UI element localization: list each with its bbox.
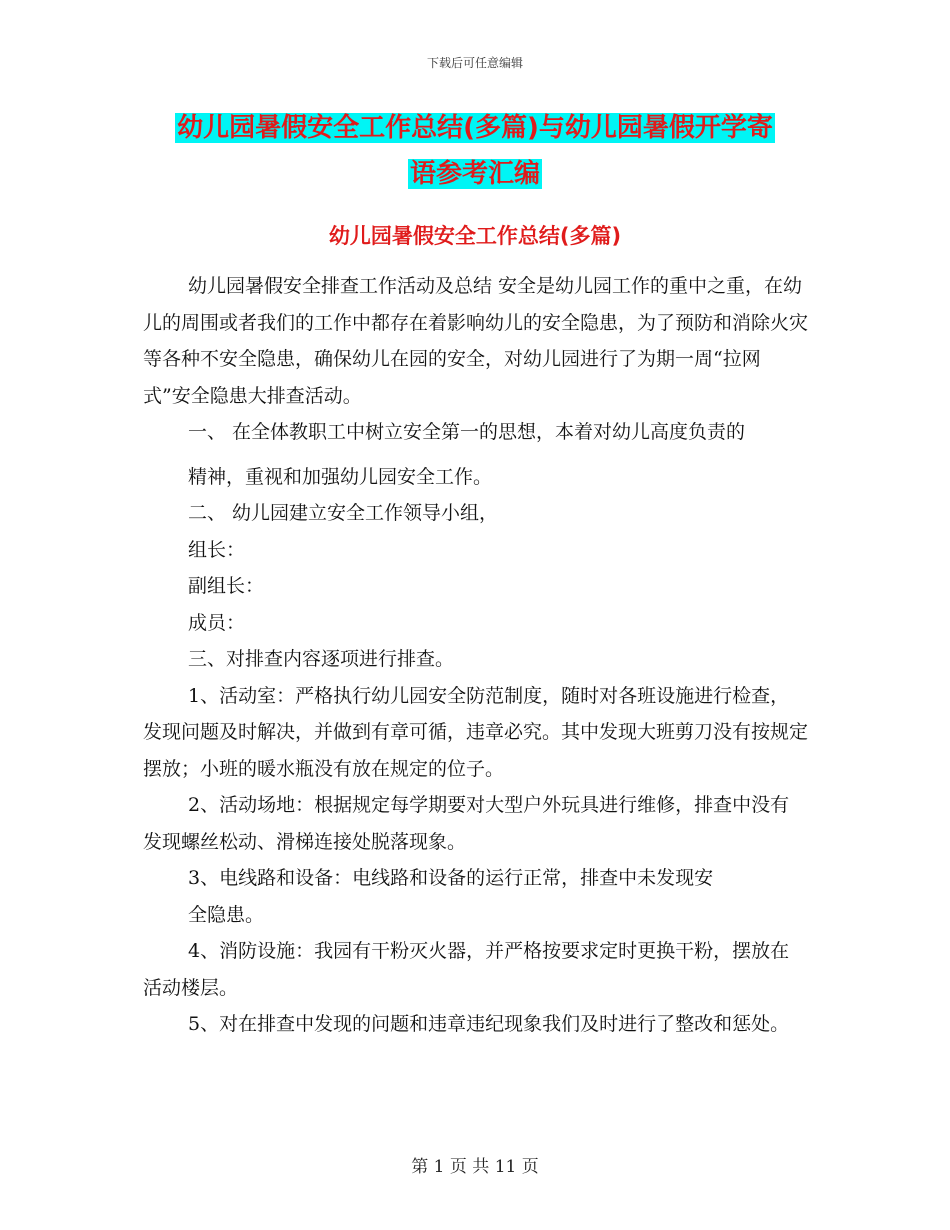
- paragraph: 幼儿园暑假安全排查工作活动及总结 安全是幼儿园工作的重中之重，在幼儿的周围或者我们的工作中都存在着影响幼儿的安全隐患，为了预防和消除火灾等各种不安全隐患，确保幼儿在园的安全，对幼儿园进行了为期一周“拉网式”安全隐患大排查活动。: [143, 275, 809, 407]
- paragraph: 一、 在全体教职工中树立安全第一的思想，本着对幼儿高度负责的: [188, 421, 746, 443]
- paragraph: 1、活动室：严格执行幼儿园安全防范制度，随时对各班设施进行检查，发现问题及时解决，并做到有章可循，违章必究。其中发现大班剪刀没有按规定摆放；小班的暖水瓶没有放在规定的位子。: [143, 684, 809, 780]
- paragraph: 成员：: [188, 611, 246, 634]
- paragraph: 二、 幼儿园建立安全工作领导小组，: [188, 502, 499, 524]
- document-title-line-2: [140, 154, 810, 194]
- paragraph: 5、对在排查中发现的问题和违章违纪现象我们及时进行了整改和惩处。: [188, 1013, 790, 1035]
- paragraph: 组长：: [188, 538, 246, 561]
- page-footer: 第 1 页 共 11 页: [411, 1157, 539, 1177]
- paragraph: 三、对排查内容逐项进行排查。: [188, 648, 455, 670]
- paragraph: 4、消防设施：我园有干粉灭火器，并严格按要求定时更换干粉，摆放在活动楼层。: [143, 940, 790, 999]
- document-title-line-1: [140, 108, 810, 148]
- title-text-2: 语参考汇编: [409, 159, 540, 189]
- header-note: 下载后可任意编辑: [426, 56, 523, 70]
- document-body: [143, 268, 808, 1043]
- paragraph: 2、活动场地：根据规定每学期要对大型户外玩具进行维修，排查中没有发现螺丝松动、滑梯连接处脱落现象。: [143, 794, 790, 853]
- title-text-1: 幼儿园暑假安全工作总结(多篇)与幼儿园暑假开学寄: [177, 113, 773, 143]
- paragraph: 精神，重视和加强幼儿园安全工作。: [188, 465, 493, 488]
- paragraph: 全隐患。: [188, 903, 265, 926]
- paragraph: 副组长：: [188, 575, 265, 597]
- paragraph: 3、电线路和设备：电线路和设备的运行正常，排查中未发现安: [188, 867, 714, 889]
- section-title: 幼儿园暑假安全工作总结(多篇): [328, 224, 622, 248]
